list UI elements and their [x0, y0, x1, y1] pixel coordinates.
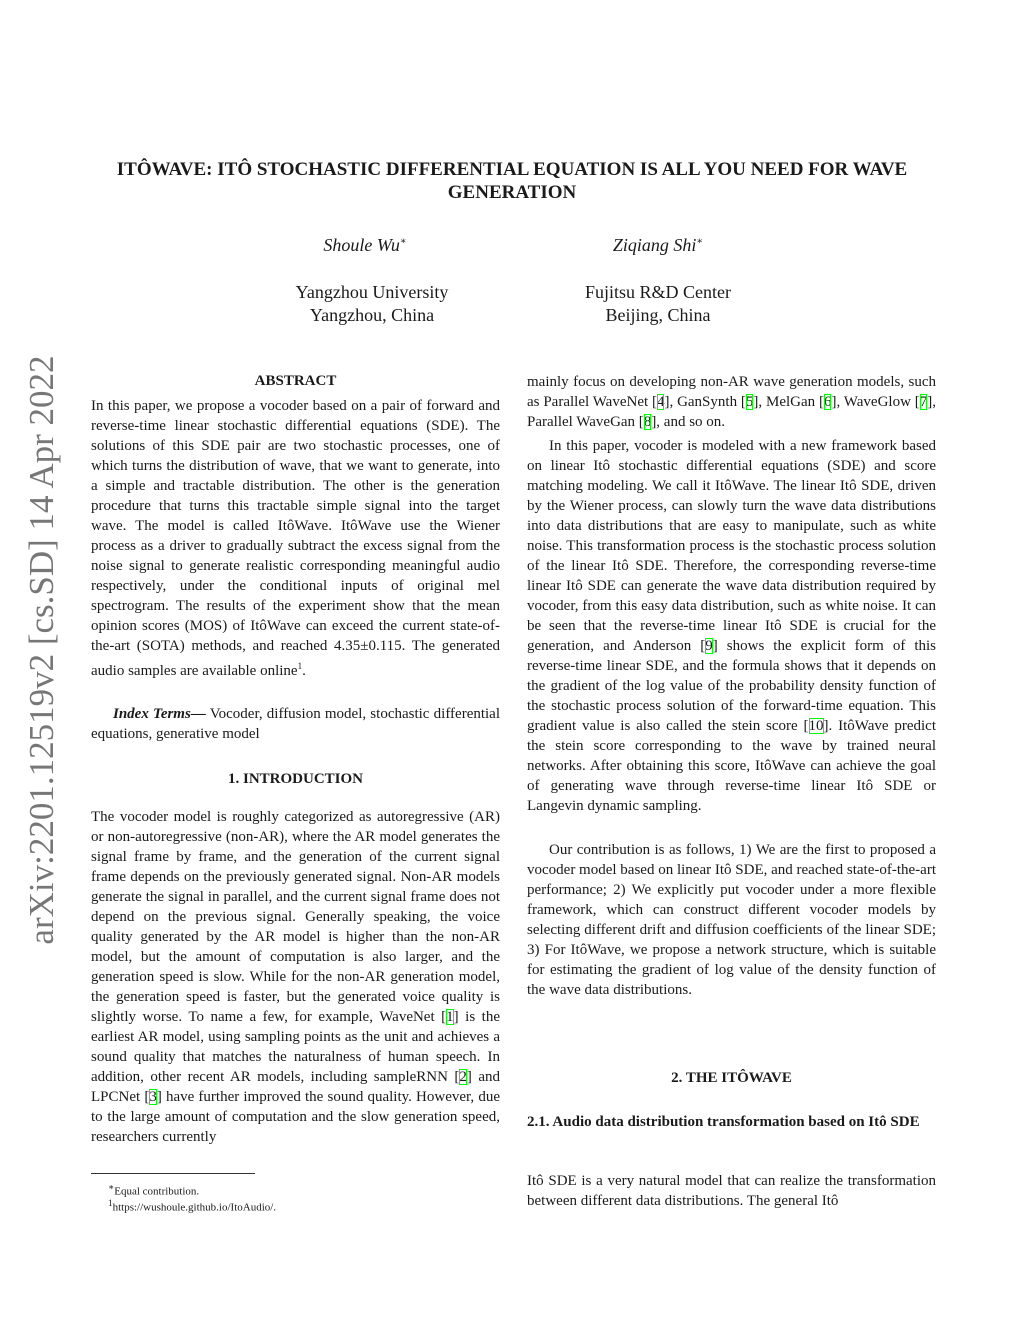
paper-title: ITÔWAVE: ITÔ STOCHASTIC DIFFERENTIAL EQUATION IS ALL YOU NEED FOR WAVE GENERATION	[116, 159, 908, 203]
paragraph-text: Our contribution is as follows, 1) We are the first to proposed a vocoder model based on linear Itô SDE, and reached state-of-the-art performance; 2) We explicitly put vocoder under a more flexible framework, which can construct different vocoder models by selecting different drift and diffusion coefficients of the linear SDE; 3) For ItôWave, we propose a network structure, which is suitable for estimating the gradient of log value of the density function of the wave data distributions.	[527, 842, 936, 998]
affiliation-location: Yangzhou, China	[309, 305, 435, 325]
subsection-2-1-heading: 2.1. Audio data distribution transformation based on Itô SDE	[527, 1114, 920, 1130]
section-1-heading: 1. INTRODUCTION	[227, 771, 363, 787]
citation-link[interactable]: 9	[705, 638, 713, 654]
index-terms	[91, 704, 500, 744]
author-mark: ∗	[696, 236, 704, 247]
citation-link[interactable]: 8	[643, 414, 652, 430]
footnote-url[interactable]: https://wushoule.github.io/ItoAudio/.	[112, 1201, 277, 1214]
paragraph-text: ]. ItôWave predict the stein score corresponding to the wave by trained neural networks. After obtaining this score, ItôWave can achieve the goal of generating wave through reverse-time linear Itô SDE or Langevin dynamic sampling.	[527, 718, 936, 814]
citation-link[interactable]: 7	[919, 394, 928, 410]
footnote-text: Equal contribution.	[114, 1185, 200, 1198]
paragraph-text: ] is the earliest AR model, using sampling points as the unit and achieves a sound quality that matches the naturalness of human speech. In addition, other recent AR models, including sampleRNN [	[91, 1009, 501, 1085]
abstract-text: In this paper, we propose a vocoder based on a pair of forward and reverse-time linear stochastic differential equations (SDE). The solutions of this SDE pair are two stochastic processes, one of which turns the distribution of wave, that we want to generate, into a simple and tractable distribution. The other is the generation procedure that turns this tractable simple signal into the target wave. The model is called ItôWave. ItôWave use the Wiener process as a driver to gradually subtract the excess signal from the noise signal to generate realistic corresponding meaningful audio respectively, under the conditional inputs of original mel spectrogram. The results of the experiment show that the mean opinion scores (MOS) of ItôWave can exceed the current state-of-the-art (SOTA) methods, and reached 4.35±0.115. The generated audio samples are available online	[91, 398, 500, 679]
abstract-end: .	[302, 663, 306, 679]
footnote-divider	[91, 1173, 255, 1174]
intro-paragraph-continued	[527, 372, 936, 432]
citation-link[interactable]: 2	[459, 1069, 467, 1085]
citation-link[interactable]: 3	[149, 1089, 157, 1105]
intro-paragraph-contributions	[527, 840, 936, 1000]
paragraph-text: Itô SDE is a very natural model that can realize the transformation between different data distributions. The general Itô	[527, 1173, 936, 1209]
affiliation-name: Fujitsu R&D Center	[584, 282, 731, 302]
paragraph-text: ] and LPCNet [	[91, 1069, 500, 1105]
author-name: Ziqiang Shi	[612, 235, 697, 255]
paragraph-text: ], GanSynth [	[664, 394, 746, 410]
intro-paragraph-framework	[527, 436, 936, 816]
paragraph-text: In this paper, vocoder is modeled with a new framework based on linear Itô stochastic differential equations (SDE) and score matching modeling. We call it ItôWave. The linear Itô SDE, driven by the Wiener process, can slowly turn the wave data distributions into data distributions that are easy to manipulate, such as white noise. This transformation process is the stochastic process solution of the linear Itô SDE. Therefore, the corresponding reverse-time linear Itô SDE can generate the wave data distribution required by vocoder, from this easy data distribution, such as white noise. It can be seen that the reverse-time linear Itô SDE is crucial for the generation, and Anderson [	[527, 438, 936, 654]
affiliation-location: Beijing, China	[605, 305, 711, 325]
footnote-ref[interactable]: 1	[297, 661, 303, 671]
affiliation-1	[222, 281, 522, 327]
author-name: Shoule Wu	[323, 235, 400, 255]
intro-paragraph	[91, 807, 500, 1147]
citation-link[interactable]: 10	[808, 718, 824, 734]
citation-link[interactable]: 4	[656, 394, 665, 410]
citation-link[interactable]: 5	[745, 394, 754, 410]
author-mark: ∗	[399, 236, 407, 247]
affiliation-name: Yangzhou University	[295, 282, 449, 302]
section-2-1-paragraph	[527, 1171, 936, 1211]
affiliation-2	[508, 281, 808, 327]
paragraph-text: ], WaveGlow [	[831, 394, 920, 410]
footnote-mark: ∗	[108, 1182, 115, 1192]
footnote-2	[108, 1195, 276, 1216]
author-1	[215, 235, 515, 256]
arxiv-identifier: arXiv:2201.12519v2 [cs.SD] 14 Apr 2022	[22, 355, 61, 945]
section-2-heading: 2. THE ITÔWAVE	[671, 1070, 792, 1086]
citation-link[interactable]: 1	[446, 1009, 454, 1025]
paragraph-text: mainly focus on developing non-AR wave generation models, such as Parallel WaveNet [	[527, 374, 936, 410]
index-terms-text: Vocoder, diffusion model, stochastic differential equations, generative model	[91, 706, 501, 742]
abstract-body	[91, 396, 500, 681]
footnote-mark: 1	[108, 1198, 113, 1208]
abstract-heading: ABSTRACT	[254, 373, 337, 389]
citation-link[interactable]: 6	[823, 394, 832, 410]
paragraph-text: ], and so on.	[651, 414, 726, 430]
paragraph-text: ] shows the explicit form of this reverse-time linear SDE, and the formula shows that it depends on the gradient of the log value of the probability density function of the stochastic process solution of the forward-time equation. This gradient value is also called the stein score [	[527, 638, 937, 734]
paragraph-text: ] have further improved the sound quality. However, due to the large amount of computation and the slow generation speed, researchers currently	[91, 1089, 500, 1145]
author-2	[508, 235, 808, 256]
paragraph-text: The vocoder model is roughly categorized as autoregressive (AR) or non-autoregressive (non-AR), where the AR model generates the signal frame by frame, and the generation of the current signal frame depends on the previously generated signal. Non-AR models generate the signal in parallel, and the current signal frame does not depend on the previous signal. Generally speaking, the voice quality generated by the AR model is higher than the non-AR model, but the amount of computation is also larger, and the generation speed is slow. While for the non-AR generation model, the generation speed is faster, but the generated voice quality is slightly worse. To name a few, for example, WaveNet [	[91, 809, 500, 1025]
paragraph-text: ], MelGan [	[753, 394, 824, 410]
index-terms-label: Index Terms—	[113, 706, 206, 722]
paragraph-text: ], Parallel WaveGan [	[527, 394, 936, 430]
